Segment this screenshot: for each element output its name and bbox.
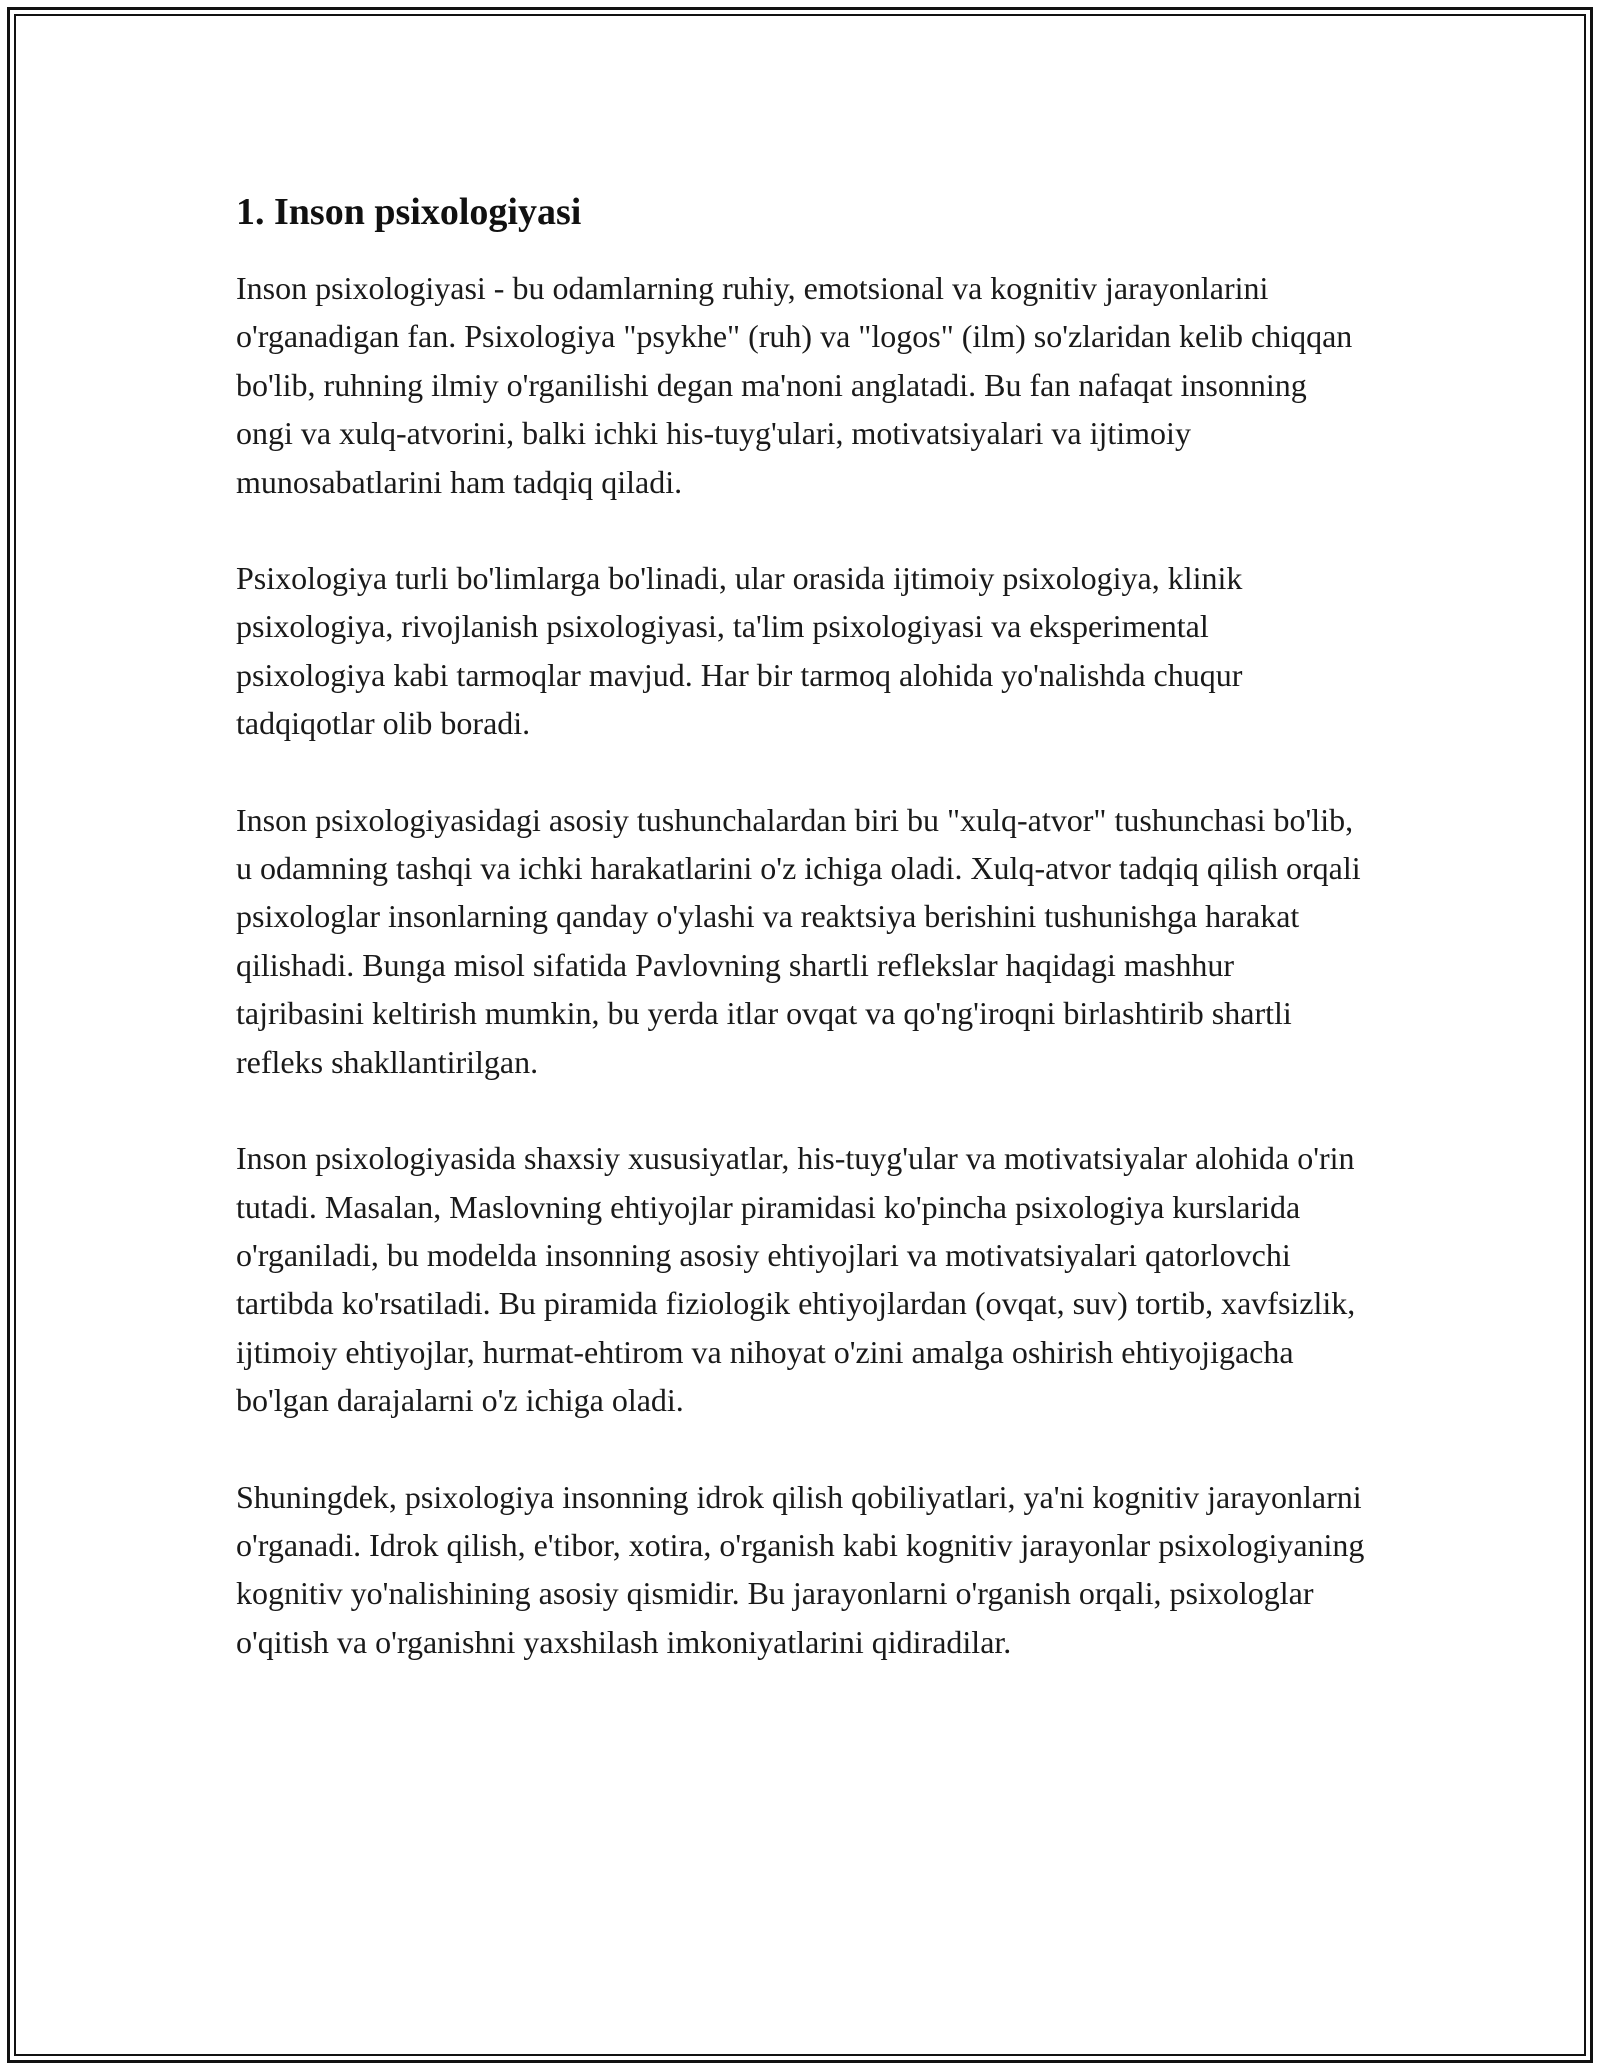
paragraph-2: Psixologiya turli bo'limlarga bo'linadi, ular orasida ijtimoiy psixologiya, klinik psixologiya, rivojlanish psixologiyasi, ta'lim psixologiyasi va eksperimental psixologiya kabi tarmoqlar mavjud. Har bir tarmoq alohida yo'nalishda chuqur tadqiqotlar olib boradi. — [236, 560, 1243, 742]
paragraph-1: Inson psixologiyasi - bu odamlarning ruhiy, emotsional va kognitiv jarayonlarini o'rganadigan fan. Psixologiya "psykhe" (ruh) va "logos" (ilm) so'zlaridan kelib chiqqan bo'lib, ruhning ilmiy o'rganilishi degan ma'noni anglatadi. Bu fan nafaqat insonning ongi va xulq-atvorini, balki ichki his-tuyg'ulari, motivatsiyalari va ijtimoiy munosabatlarini ham tadqiq qiladi. — [236, 270, 1353, 500]
paragraph-3: Inson psixologiyasidagi asosiy tushunchalardan biri bu "xulq-atvor" tushunchasi bo'lib, u odamning tashqi va ichki harakatlarini o'z ichiga oladi. Xulq-atvor tadqiq qilish orqali psixologlar insonlarning qanday o'ylashi va reaktsiya berishini tushunishga harakat qilishadi. Bunga misol sifatida Pavlovning shartli reflekslar haqidagi mashhur tajribasini keltirish mumkin, bu yerda itlar ovqat va qo'ng'iroqni birlashtirib shartli refleks shakllantirilgan. — [236, 801, 1361, 1080]
paragraph-5: Shuningdek, psixologiya insonning idrok qilish qobiliyatlari, ya'ni kognitiv jarayonlarni o'rganadi. Idrok qilish, e'tibor, xotira, o'rganish kabi kognitiv jarayonlar psixologiyaning kognitiv yo'nalishining asosiy qismidir. Bu jarayonlarni o'rganish orqali, psixologlar o'qitish va o'rganishni yaxshilash imkoniyatlarini qidiradilar. — [236, 1478, 1365, 1660]
section-heading: 1. Inson psixologiyasi — [236, 191, 582, 233]
document-body — [236, 186, 1366, 1714]
paragraph-4: Inson psixologiyasida shaxsiy xususiyatlar, his-tuyg'ular va motivatsiyalar alohida o'rin tutadi. Masalan, Maslovning ehtiyojlar piramidasi ko'pincha psixologiya kurslarida o'rganiladi, bu modelda insonning asosiy ehtiyojlari va motivatsiyalari qatorlovchi tartibda ko'rsatiladi. Bu piramida fiziologik ehtiyojlardan (ovqat, suv) tortib, xavfsizlik, ijtimoiy ehtiyojlar, hurmat-ehtirom va nihoyat o'zini amalga oshirish ehtiyojigacha bo'lgan darajalarni o'z ichiga oladi. — [236, 1140, 1356, 1419]
